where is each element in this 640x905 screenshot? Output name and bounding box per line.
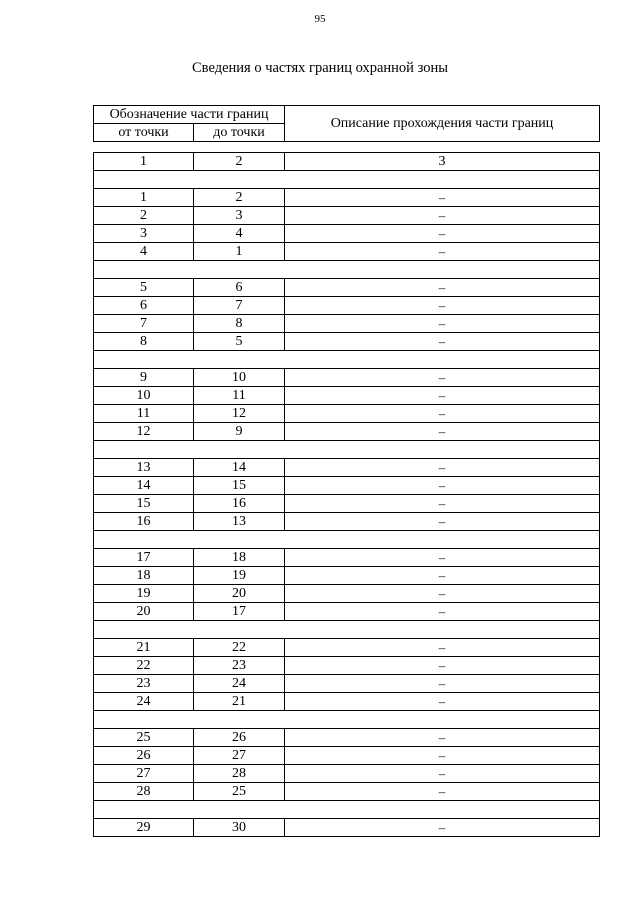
from-point-cell: 10	[94, 387, 194, 405]
from-point-cell: 13	[94, 459, 194, 477]
from-point-cell: 22	[94, 657, 194, 675]
group-separator-row	[94, 711, 600, 729]
from-point-cell: 15	[94, 495, 194, 513]
description-cell: –	[285, 477, 600, 495]
to-point-cell: 6	[194, 279, 285, 297]
description-cell: –	[285, 567, 600, 585]
description-cell: –	[285, 657, 600, 675]
to-point-cell: 1	[194, 243, 285, 261]
table-row	[94, 279, 600, 297]
from-point-cell: 8	[94, 333, 194, 351]
from-point-cell: 11	[94, 405, 194, 423]
description-cell: –	[285, 279, 600, 297]
table-row	[94, 657, 600, 675]
to-point-cell: 21	[194, 693, 285, 711]
from-point-cell: 18	[94, 567, 194, 585]
table-row	[94, 207, 600, 225]
description-cell: –	[285, 387, 600, 405]
table-row	[94, 225, 600, 243]
from-point-cell: 2	[94, 207, 194, 225]
to-point-cell: 14	[194, 459, 285, 477]
to-point-cell: 27	[194, 747, 285, 765]
boundary-parts-table	[93, 105, 600, 837]
to-point-cell: 25	[194, 783, 285, 801]
from-point-cell: 6	[94, 297, 194, 315]
description-cell: –	[285, 333, 600, 351]
table-row	[94, 549, 600, 567]
table-row	[94, 297, 600, 315]
column-number-1: 1	[94, 153, 194, 171]
to-point-cell: 17	[194, 603, 285, 621]
description-cell: –	[285, 549, 600, 567]
table-row	[94, 243, 600, 261]
table-row	[94, 495, 600, 513]
to-point-cell: 7	[194, 297, 285, 315]
description-cell: –	[285, 207, 600, 225]
from-point-cell: 28	[94, 783, 194, 801]
table-row	[94, 567, 600, 585]
from-point-cell: 16	[94, 513, 194, 531]
from-point-cell: 3	[94, 225, 194, 243]
from-point-cell: 24	[94, 693, 194, 711]
to-point-cell: 11	[194, 387, 285, 405]
description-cell: –	[285, 459, 600, 477]
to-point-cell: 8	[194, 315, 285, 333]
table-row	[94, 333, 600, 351]
description-cell: –	[285, 513, 600, 531]
to-point-cell: 12	[194, 405, 285, 423]
description-cell: –	[285, 783, 600, 801]
table-row	[94, 423, 600, 441]
description-cell: –	[285, 639, 600, 657]
document-title: Сведения о частях границ охранной зоны	[192, 60, 448, 76]
from-point-cell: 9	[94, 369, 194, 387]
from-point-cell: 12	[94, 423, 194, 441]
description-cell: –	[285, 225, 600, 243]
group-separator-row	[94, 441, 600, 459]
to-point-cell: 23	[194, 657, 285, 675]
table-row	[94, 639, 600, 657]
description-cell: –	[285, 585, 600, 603]
description-cell: –	[285, 315, 600, 333]
description-cell: –	[285, 405, 600, 423]
table-row	[94, 765, 600, 783]
table-row	[94, 819, 600, 837]
description-cell: –	[285, 495, 600, 513]
column-numbers-row	[94, 153, 600, 171]
to-point-cell: 30	[194, 819, 285, 837]
to-point-cell: 13	[194, 513, 285, 531]
group-separator-row	[94, 261, 600, 279]
table-row	[94, 783, 600, 801]
from-point-cell: 29	[94, 819, 194, 837]
description-cell: –	[285, 693, 600, 711]
to-point-cell: 22	[194, 639, 285, 657]
description-cell: –	[285, 603, 600, 621]
from-point-cell: 4	[94, 243, 194, 261]
to-point-cell: 2	[194, 189, 285, 207]
to-point-cell: 5	[194, 333, 285, 351]
to-point-cell: 18	[194, 549, 285, 567]
to-point-cell: 4	[194, 225, 285, 243]
table-row	[94, 729, 600, 747]
group-separator-row	[94, 621, 600, 639]
table-row	[94, 603, 600, 621]
header-to-point: до точки	[194, 124, 285, 142]
table-row	[94, 387, 600, 405]
description-cell: –	[285, 243, 600, 261]
header-boundary-part-designation: Обозначение части границ	[94, 106, 285, 124]
to-point-cell: 3	[194, 207, 285, 225]
from-point-cell: 26	[94, 747, 194, 765]
group-separator-row	[94, 351, 600, 369]
table-row	[94, 189, 600, 207]
table-row	[94, 405, 600, 423]
table-row	[94, 477, 600, 495]
description-cell: –	[285, 729, 600, 747]
from-point-cell: 19	[94, 585, 194, 603]
from-point-cell: 23	[94, 675, 194, 693]
table-row	[94, 513, 600, 531]
description-cell: –	[285, 189, 600, 207]
table-row	[94, 585, 600, 603]
to-point-cell: 9	[194, 423, 285, 441]
from-point-cell: 1	[94, 189, 194, 207]
from-point-cell: 21	[94, 639, 194, 657]
column-number-2: 2	[194, 153, 285, 171]
group-separator-row	[94, 171, 600, 189]
header-from-point: от точки	[94, 124, 194, 142]
table-row	[94, 369, 600, 387]
to-point-cell: 19	[194, 567, 285, 585]
to-point-cell: 28	[194, 765, 285, 783]
table-row	[94, 315, 600, 333]
to-point-cell: 20	[194, 585, 285, 603]
from-point-cell: 14	[94, 477, 194, 495]
header-boundary-description: Описание прохождения части границ	[285, 106, 600, 142]
description-cell: –	[285, 423, 600, 441]
spacer-row	[94, 142, 600, 153]
from-point-cell: 20	[94, 603, 194, 621]
from-point-cell: 27	[94, 765, 194, 783]
description-cell: –	[285, 297, 600, 315]
description-cell: –	[285, 819, 600, 837]
from-point-cell: 25	[94, 729, 194, 747]
page-number: 95	[314, 13, 326, 25]
to-point-cell: 26	[194, 729, 285, 747]
header-row	[94, 106, 600, 124]
description-cell: –	[285, 675, 600, 693]
to-point-cell: 10	[194, 369, 285, 387]
from-point-cell: 5	[94, 279, 194, 297]
description-cell: –	[285, 369, 600, 387]
description-cell: –	[285, 765, 600, 783]
to-point-cell: 24	[194, 675, 285, 693]
group-separator-row	[94, 531, 600, 549]
table-row	[94, 693, 600, 711]
table-row	[94, 459, 600, 477]
column-number-3: 3	[285, 153, 600, 171]
to-point-cell: 16	[194, 495, 285, 513]
table-row	[94, 675, 600, 693]
from-point-cell: 7	[94, 315, 194, 333]
table-row	[94, 747, 600, 765]
to-point-cell: 15	[194, 477, 285, 495]
group-separator-row	[94, 801, 600, 819]
from-point-cell: 17	[94, 549, 194, 567]
description-cell: –	[285, 747, 600, 765]
